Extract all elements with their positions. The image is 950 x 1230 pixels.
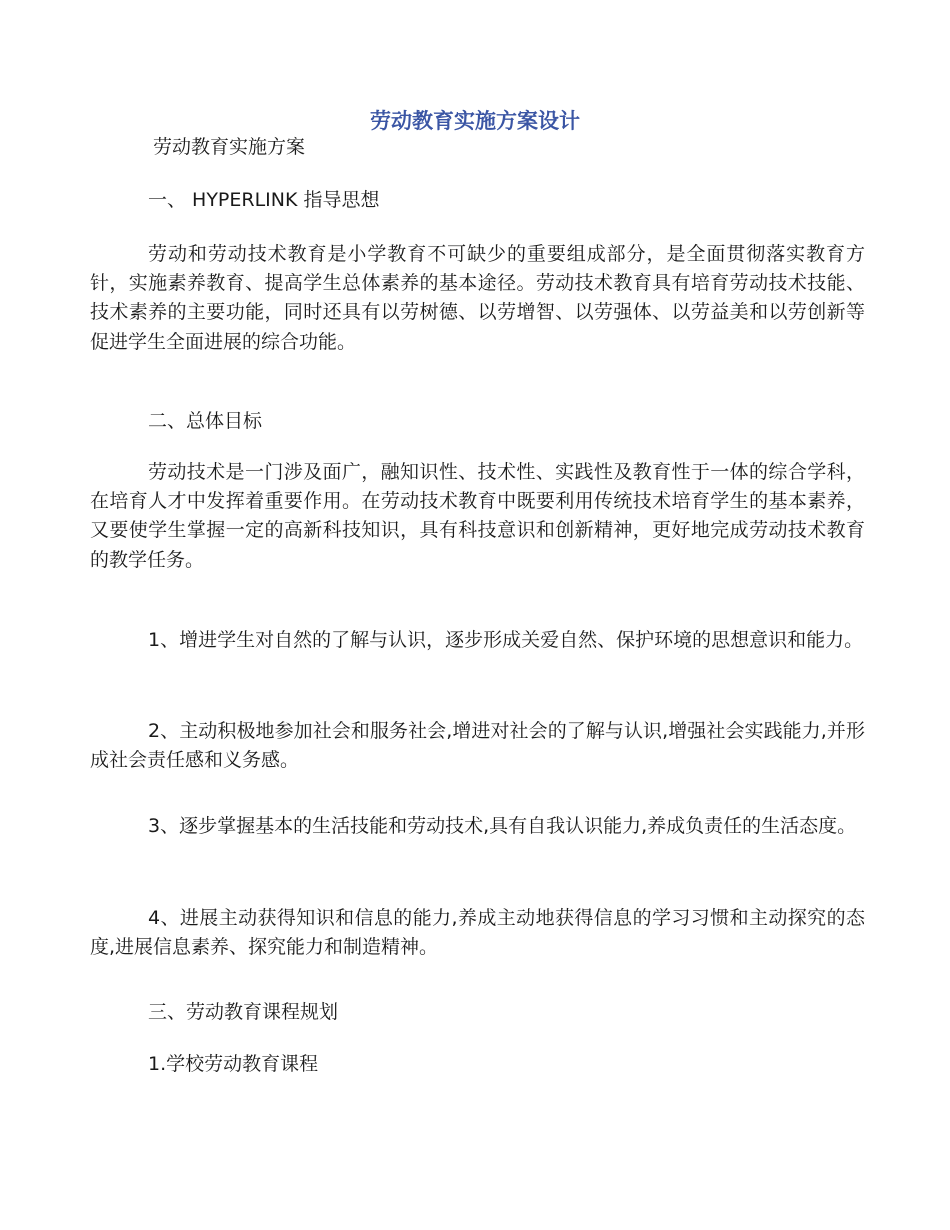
document-subtitle: 劳动教育实施方案 <box>153 136 306 158</box>
section-heading-overall-goals: 二、总体目标 <box>148 410 263 432</box>
document-title: 劳动教育实施方案设计 <box>370 108 580 133</box>
goal-item-2: 2、主动积极地参加社会和服务社会,增进对社会的了解与认识,增强社会实践能力,并形成社会责任感和义务感。 <box>90 720 865 772</box>
subheading-school-labor-course: 1.学校劳动教育课程 <box>148 1053 319 1075</box>
goal-item-3: 3、逐步掌握基本的生活技能和劳动技术,具有自我认识能力,养成负责任的生活态度。 <box>148 815 857 837</box>
section-heading-course-planning: 三、劳动教育课程规划 <box>148 1001 339 1023</box>
paragraph-guiding-ideology: 劳动和劳动技术教育是小学教育不可缺少的重要组成部分，是全面贯彻落实教育方针，实施素养教育、提高学生总体素养的基本途径。劳动技术教育具有培育劳动技术技能、技术素养的主要功能，同时还具有以劳树德、以劳增智、以劳强体、以劳益美和以劳创新等促进学生全面进展的综合功能。 <box>90 243 865 353</box>
paragraph-overall-goals: 劳动技术是一门涉及面广，融知识性、技术性、实践性及教育性于一体的综合学科，在培育人才中发挥着重要作用。在劳动技术教育中既要利用传统技术培育学生的基本素养，又要使学生掌握一定的高新科技知识，具有科技意识和创新精神，更好地完成劳动技术教育的教学任务。 <box>90 461 865 571</box>
section-heading-guiding-ideology: 一、 HYPERLINK 指导思想 <box>148 189 380 211</box>
goal-item-4: 4、进展主动获得知识和信息的能力,养成主动地获得信息的学习习惯和主动探究的态度,进展信息素养、探究能力和制造精神。 <box>90 907 865 959</box>
goal-item-1: 1、增进学生对自然的了解与认识，逐步形成关爱自然、保护环境的思想意识和能力。 <box>148 629 864 651</box>
